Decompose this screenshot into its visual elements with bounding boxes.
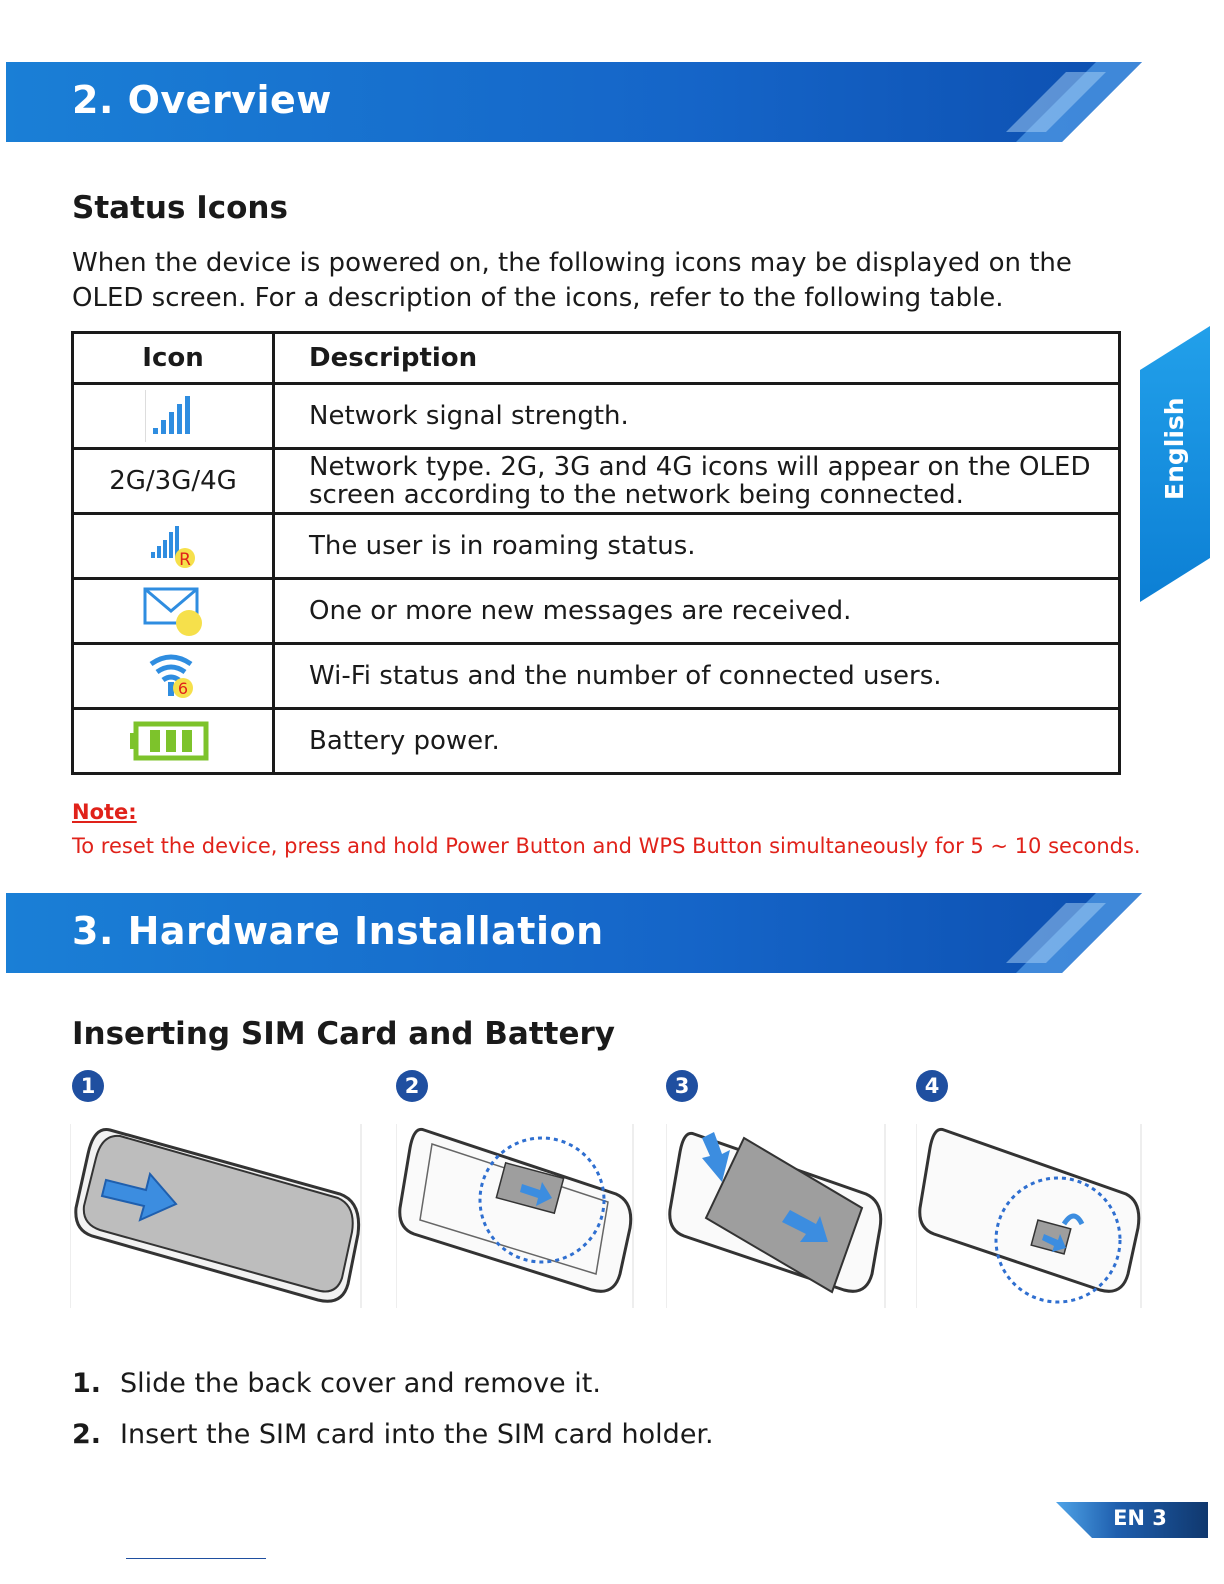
- row-description: Network type. 2G, 3G and 4G icons will appear on the OLED screen according to the network being connected.: [274, 449, 1120, 514]
- language-label: English: [1160, 397, 1189, 500]
- status-icons-heading: Status Icons: [72, 190, 288, 226]
- row-description: Wi-Fi status and the number of connected users.: [274, 644, 1120, 709]
- battery-icon: [128, 716, 218, 766]
- step-number-4: 4: [916, 1070, 948, 1102]
- step-number-2: 2: [396, 1070, 428, 1102]
- table-row: [73, 514, 1120, 579]
- row-description: The user is in roaming status.: [274, 514, 1120, 579]
- step-1-illustration: [70, 1124, 362, 1308]
- hardware-banner: [6, 893, 1142, 973]
- note-label: Note:: [72, 800, 137, 824]
- step-number-1: 1: [72, 1070, 104, 1102]
- table-header-row: [73, 333, 1120, 384]
- note-text: To reset the device, press and hold Power Button and WPS Button simultaneously for 5 ~ 10 seconds.: [72, 834, 1141, 858]
- row-description: Network signal strength.: [274, 384, 1120, 449]
- row-description: One or more new messages are received.: [274, 579, 1120, 644]
- table-row: [73, 449, 1120, 514]
- footer-rule: [126, 1558, 266, 1559]
- signal-strength-icon: [145, 390, 201, 442]
- instruction-number: 1.: [72, 1368, 102, 1399]
- table-row: [73, 644, 1120, 709]
- column-header-icon: Icon: [73, 333, 274, 384]
- section-title: 3. Hardware Installation: [72, 909, 604, 953]
- roaming-icon: [145, 518, 201, 574]
- step-2-illustration: [396, 1124, 634, 1308]
- roaming-badge: R: [179, 550, 191, 570]
- column-header-description: Description: [274, 333, 1120, 384]
- step-3-illustration: [666, 1124, 886, 1308]
- row-description: Battery power.: [274, 709, 1120, 774]
- instruction-number: 2.: [72, 1419, 102, 1450]
- instruction-text: Insert the SIM card into the SIM card holder.: [120, 1419, 714, 1450]
- intro-paragraph: When the device is powered on, the following icons may be displayed on the OLED screen. For a description of the icons, refer to the following table.: [72, 248, 1072, 313]
- overview-banner: [6, 62, 1142, 142]
- wifi-users-icon: [145, 648, 201, 704]
- instruction-text: Slide the back cover and remove it.: [120, 1368, 601, 1399]
- network-type-text: 2G/3G/4G: [73, 449, 274, 514]
- page-number: EN 3: [1113, 1506, 1167, 1530]
- sim-battery-heading: Inserting SIM Card and Battery: [72, 1016, 615, 1052]
- table-row: [73, 579, 1120, 644]
- message-icon: [141, 583, 205, 639]
- step-number-3: 3: [666, 1070, 698, 1102]
- step-4-illustration: [916, 1124, 1142, 1308]
- section-title: 2. Overview: [72, 78, 332, 122]
- table-row: [73, 384, 1120, 449]
- wifi-users-badge: 6: [177, 679, 189, 698]
- status-icons-table: [71, 331, 1121, 775]
- table-row: [73, 709, 1120, 774]
- instruction-step-2: [72, 1419, 714, 1450]
- instruction-step-1: [72, 1368, 601, 1399]
